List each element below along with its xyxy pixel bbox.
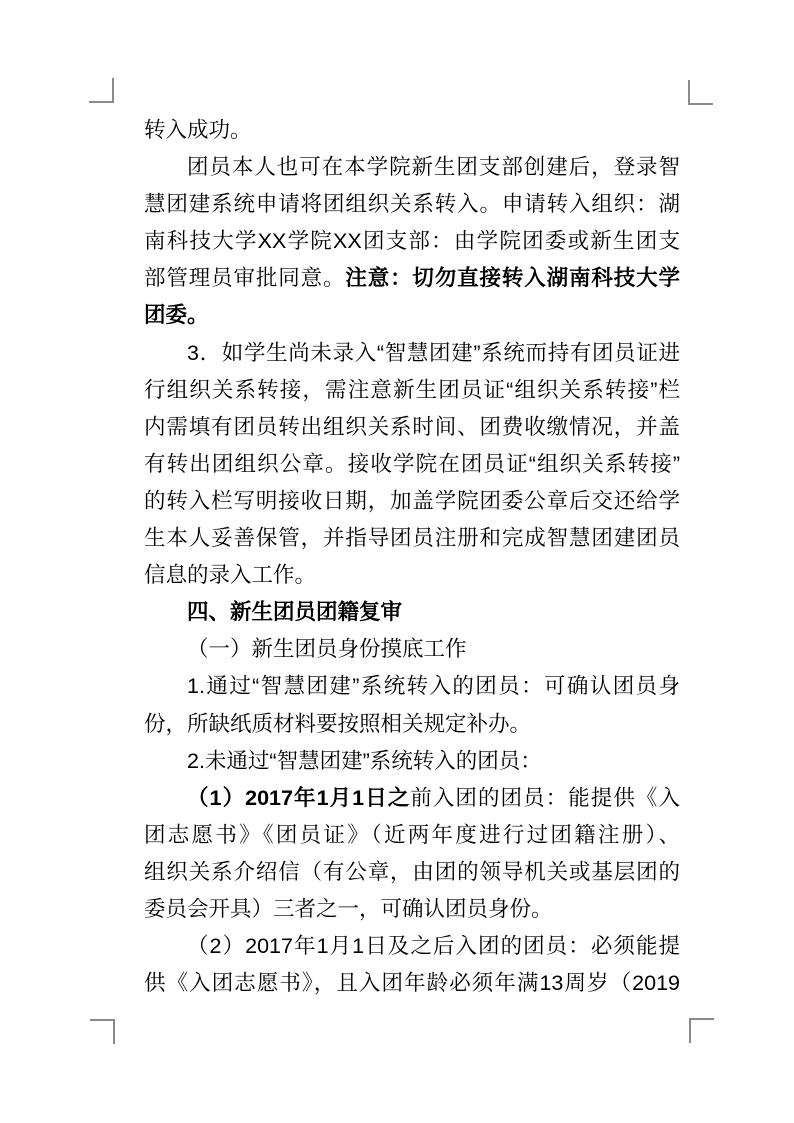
text-line: 行组织关系转接，需注意新生团员证“组织关系转接”栏: [144, 377, 680, 402]
text-line: 生本人妥善保管，并指导团员注册和完成智慧团建团员: [144, 526, 680, 551]
subsection-heading: （一）新生团员身份摸底工作: [187, 637, 467, 662]
crop-mark-top-left: [89, 78, 114, 103]
text-line: 1.通过“智慧团建”系统转入的团员：可确认团员身: [187, 674, 680, 699]
text-segment: 前入团的团员：能提供《入: [410, 785, 680, 810]
crop-mark-bottom-left: [90, 1019, 115, 1044]
text-segment-bold: 注意：切勿直接转入湖南科技大学: [345, 266, 680, 291]
section-heading: 四、新生团员团籍复审: [187, 600, 403, 625]
text-line: 组织关系介绍信（有公章，由团的领导机关或基层团的: [144, 859, 680, 884]
text-line: 团委。: [144, 303, 209, 328]
text-line: [144, 780, 680, 817]
text-line: 团员本人也可在本学院新生团支部创建后，登录智: [187, 155, 680, 180]
text-line: 份，所缺纸质材料要按照相关规定补办。: [144, 711, 532, 736]
text-line: 有转出团组织公章。接收学院在团员证“组织关系转接”: [144, 451, 680, 476]
text-line: 转入成功。: [144, 118, 252, 142]
text-line: （2）2017年1月1日及之后入团的团员：必须能提: [187, 934, 680, 959]
text-line: 信息的录入工作。: [144, 563, 317, 588]
text-line: 委员会开具）三者之一，可确认团员身份。: [144, 896, 553, 921]
text-line: 慧团建系统申请将团组织关系转入。申请转入组织：湖: [144, 192, 680, 217]
text-line: 南科技大学XX学院XX团支部：由学院团委或新生团支: [144, 229, 680, 254]
text-line: 的转入栏写明接收日期，加盖学院团委公章后交还给学: [144, 488, 680, 513]
text-line: 2.未通过“智慧团建”系统转入的团员：: [187, 748, 542, 773]
text-segment-bold: （1）2017年1月1日之: [187, 785, 411, 810]
crop-mark-bottom-right: [689, 1018, 714, 1043]
crop-mark-top-right: [688, 80, 713, 105]
text-line: [144, 260, 680, 297]
text-line: 团志愿书》《团员证》（近两年度进行过团籍注册）、: [144, 822, 680, 847]
text-segment: 部管理员审批同意。: [144, 266, 346, 291]
document-body: [144, 112, 680, 1002]
text-line: 供《入团志愿书》，且入团年龄必须年满13周岁（2019: [144, 971, 680, 996]
text-line: 内需填有团员转出组织关系时间、团费收缴情况，并盖: [144, 414, 680, 439]
text-line: 3．如学生尚未录入“智慧团建”系统而持有团员证进: [187, 340, 680, 365]
